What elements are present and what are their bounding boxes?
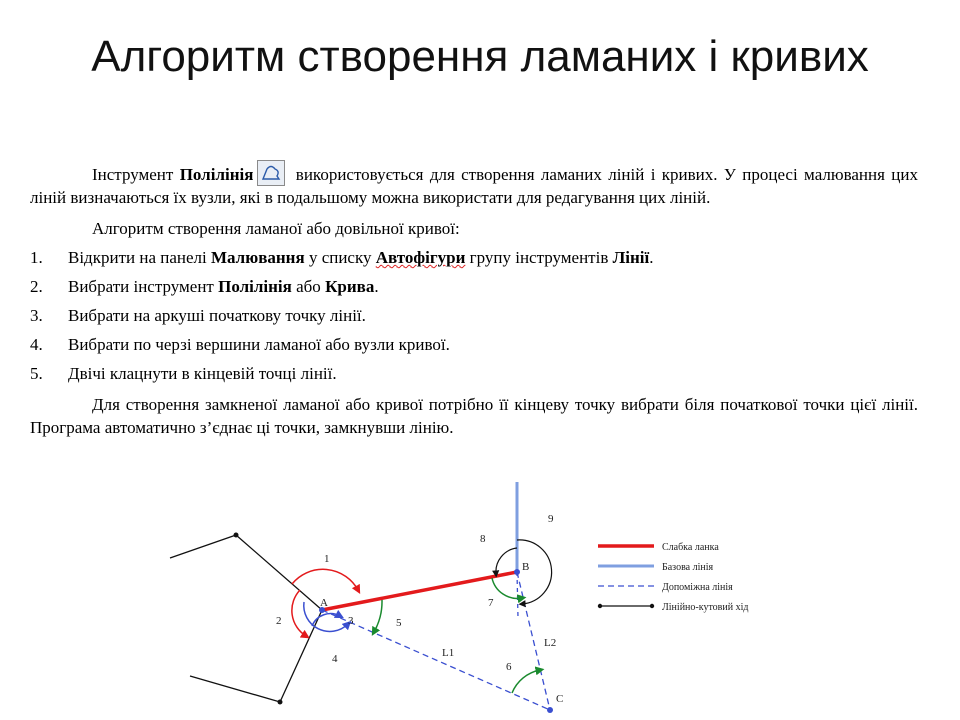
point-label-b: B (522, 561, 530, 573)
point-c (547, 707, 553, 713)
step-number: 5. (30, 364, 43, 383)
angle-arc-8 (496, 548, 517, 574)
traverse-line-lower (190, 610, 322, 702)
text: використовується для створення ламаних ліній і кривих. У процесі малювання цих ліній визначаються їх вузли, які в подальшому можна використати для редагування цих ліній. (30, 165, 918, 207)
step-text (68, 246, 654, 269)
bold-term: Лінії (612, 248, 650, 267)
legend-label: Слабка ланка (662, 542, 719, 553)
angle-label-2: 2 (276, 615, 282, 627)
legend-label: Лінійно-кутовий хід (662, 602, 749, 613)
step-number: 3. (30, 306, 43, 325)
angle-arc-6 (512, 670, 540, 693)
text: . (374, 277, 379, 296)
bold-term: Малювання (210, 248, 305, 267)
legend (598, 542, 749, 613)
angle-label-3: 3 (348, 615, 354, 627)
text: Вибрати інструмент (68, 277, 219, 296)
bold-term: Автофігури (375, 248, 466, 267)
text: Інструмент (92, 165, 180, 184)
angle-label-9: 9 (548, 513, 554, 525)
angle-arc-1 (292, 569, 358, 590)
text: Відкрити на панелі (68, 248, 211, 267)
bold-term: Полілінія (179, 165, 254, 184)
document-body (30, 160, 918, 439)
paragraph-polyline (30, 160, 918, 209)
steps-list (30, 246, 918, 385)
angle-label-4: 4 (332, 653, 338, 665)
step-text: Двічі клацнути в кінцевій точці лінії. (68, 364, 337, 383)
traverse-point (278, 700, 283, 705)
point-label-a: A (320, 597, 328, 609)
text: . (649, 248, 654, 267)
segment-label-l1: L1 (442, 647, 455, 659)
traverse-line-upper (170, 535, 322, 610)
angle-label-1: 1 (324, 553, 330, 565)
angle-arc-2 (292, 590, 306, 636)
legend-swatch-dot (650, 604, 654, 608)
legend-label: Базова лінія (662, 562, 714, 573)
list-item (30, 304, 918, 327)
list-item (30, 246, 918, 269)
segment-label-l2: L2 (544, 637, 557, 649)
step-text: Вибрати по черзі вершини ламаної або вузли кривої. (68, 335, 450, 354)
bold-term: Полілінія (218, 277, 292, 296)
traverse-point (234, 533, 239, 538)
traverse-diagram (160, 478, 800, 720)
point-b (514, 569, 520, 575)
angle-arc-5 (374, 600, 382, 632)
paragraph-closed-line: Для створення замкненої ламаної або кривої потрібно її кінцеву точку вибрати біля початкової точки цієї лінії. Програма автоматично з’єднає ці точки, замкнувши лінію. (30, 395, 918, 437)
step-number: 2. (30, 277, 43, 296)
step-text (68, 275, 379, 298)
text: у списку (304, 248, 376, 267)
legend-label: Допоміжна лінія (662, 582, 733, 593)
algorithm-intro: Алгоритм створення ламаної або довільної кривої: (92, 219, 460, 238)
step-text: Вибрати на аркуші початкову точку лінії. (68, 306, 366, 325)
angle-label-8: 8 (480, 533, 486, 545)
auxiliary-line-down (517, 572, 518, 618)
slide-title: Алгоритм створення ламаних і кривих (91, 32, 869, 81)
angle-label-6: 6 (506, 661, 512, 673)
angle-label-7: 7 (488, 597, 494, 609)
list-item (30, 275, 918, 298)
step-number: 4. (30, 335, 43, 354)
bold-term: Крива (325, 277, 375, 296)
list-item (30, 362, 918, 385)
step-number: 1. (30, 248, 43, 267)
text: групу інструментів (465, 248, 613, 267)
legend-swatch-dot (598, 604, 602, 608)
auxiliary-line-l1 (322, 610, 550, 710)
angle-label-5: 5 (396, 617, 402, 629)
list-item (30, 333, 918, 356)
polyline-tool-icon (257, 160, 285, 186)
point-label-c: C (556, 693, 564, 705)
text: або (291, 277, 326, 296)
